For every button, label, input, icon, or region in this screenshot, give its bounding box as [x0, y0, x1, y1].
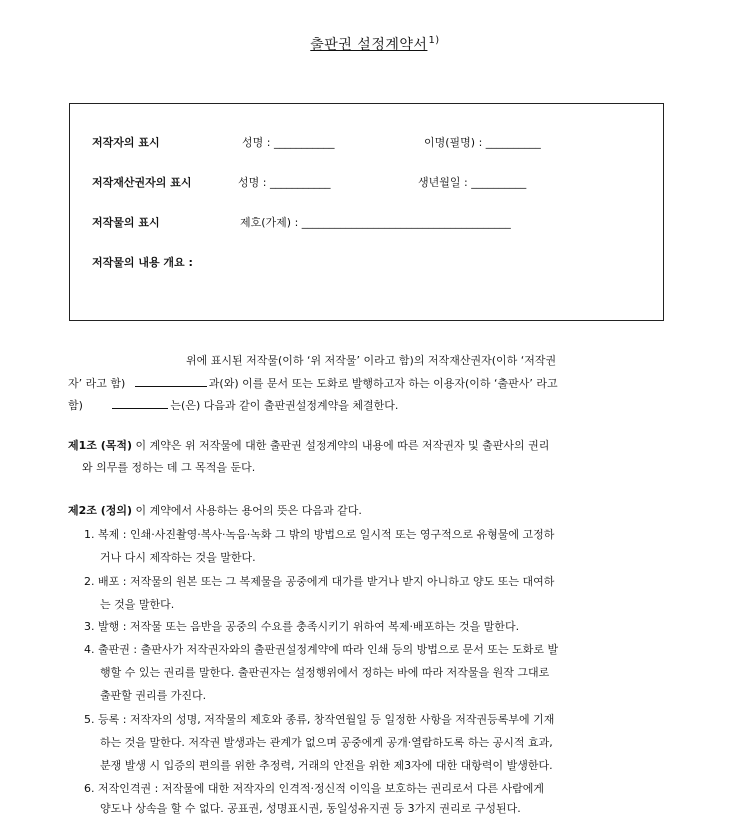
- article-2-heading: 제2조 (정의): [68, 504, 133, 517]
- rights-holder-label: 저작재산권자의 표시: [92, 176, 192, 189]
- article-2-line-1: [68, 502, 362, 518]
- rights-holder-row: [92, 174, 191, 190]
- work-title-field: 제호(가제) : ______________________________________: [240, 216, 511, 229]
- summary-row: [92, 254, 193, 270]
- intro-line-1: 위에 표시된 저작물(이하 ‘위 저작물’ 이라고 함)의 저작재산권자(이하 ‘저작권: [186, 354, 557, 367]
- author-row: [92, 134, 160, 150]
- definition-5-line-2: 하는 것을 말한다. 저작권 발생과는 관계가 없으며 공중에게 공개·열람하도록 하는 공시적 효과,: [100, 736, 553, 749]
- rights-holder-name-field: 성명 : ___________: [238, 176, 331, 189]
- definition-3-line-1: 3. 발행 : 저작물 또는 음반을 공중의 수요를 충족시키기 위하여 복제·배포하는 것을 말한다.: [84, 620, 520, 633]
- author-alias-field: 이명(필명) : __________: [424, 136, 541, 149]
- footnote-marker: 1): [428, 35, 440, 46]
- info-box: [69, 103, 664, 321]
- work-label: 저작물의 표시: [92, 216, 160, 229]
- intro-line-2: [68, 375, 558, 391]
- document-title: [0, 34, 750, 54]
- publisher-blank: [112, 397, 168, 409]
- article-1-text-1: 이 계약은 위 저작물에 대한 출판권 설정계약의 내용에 따른 저작권자 및 출판사의 권리: [132, 439, 550, 452]
- definition-4-line-3: 출판할 권리를 가진다.: [100, 689, 207, 702]
- rights-holder-birth-field: 생년월일 : __________: [418, 176, 527, 189]
- summary-label: 저작물의 내용 개요 :: [92, 256, 193, 269]
- definition-1-line-2: 거나 다시 제작하는 것을 말한다.: [100, 551, 256, 564]
- definition-4-line-2: 행할 수 있는 권리를 말한다. 출판권자는 설정행위에서 정하는 바에 따라 저작물을 원작 그대로: [100, 666, 550, 679]
- intro-line-3a: 함): [68, 399, 83, 412]
- work-row: [92, 214, 160, 230]
- definition-6-line-2: 양도나 상속을 할 수 없다. 공표권, 성명표시권, 동일성유지권 등 3가지 권리로 구성된다.: [100, 802, 521, 815]
- intro-line-2a: 자’ 라고 함): [68, 377, 126, 390]
- intro-line-3b: 는(은) 다음과 같이 출판권설정계약을 체결한다.: [170, 399, 399, 412]
- definition-5-line-3: 분쟁 발생 시 입증의 편의를 위한 추정력, 거래의 안전을 위한 제3자에 대한 대항력이 발생한다.: [100, 759, 553, 772]
- article-1-line-1: [68, 437, 549, 453]
- definition-1-line-1: 1. 복제 : 인쇄·사진촬영·복사·녹음·녹화 그 밖의 방법으로 일시적 또는 영구적으로 유형물에 고정하: [84, 528, 555, 541]
- intro-line-2b: 과(와) 이를 문서 또는 도화로 발행하고자 하는 이용자(이하 ‘출판사’ 라고: [208, 377, 558, 390]
- document-title-text: 출판권 설정계약서: [310, 37, 428, 53]
- article-2-intro: 이 계약에서 사용하는 용어의 뜻은 다음과 같다.: [132, 504, 362, 517]
- article-1-line-2: 와 의무를 정하는 데 그 목적을 둔다.: [82, 461, 256, 474]
- definition-5-line-1: 5. 등록 : 저작자의 성명, 저작물의 제호와 종류, 창작연월일 등 일정한 사항을 저작권등록부에 기재: [84, 713, 555, 726]
- definition-2-line-2: 는 것을 말한다.: [100, 598, 175, 611]
- author-label: 저작자의 표시: [92, 136, 160, 149]
- licensor-blank: [135, 375, 207, 387]
- definition-2-line-1: 2. 배포 : 저작물의 원본 또는 그 복제물을 공중에게 대가를 받거나 받지 아니하고 양도 또는 대여하: [84, 575, 555, 588]
- article-1-heading: 제1조 (목적): [68, 439, 133, 452]
- definition-6-line-1: 6. 저작인격권 : 저작물에 대한 저작자의 인격적·정신적 이익을 보호하는 권리로서 다른 사람에게: [84, 782, 544, 795]
- author-name-field: 성명 : ___________: [242, 136, 335, 149]
- intro-line-3: [68, 397, 398, 413]
- definition-4-line-1: 4. 출판권 : 출판사가 저작권자와의 출판권설정계약에 따라 인쇄 등의 방법으로 문서 또는 도화로 발: [84, 643, 559, 656]
